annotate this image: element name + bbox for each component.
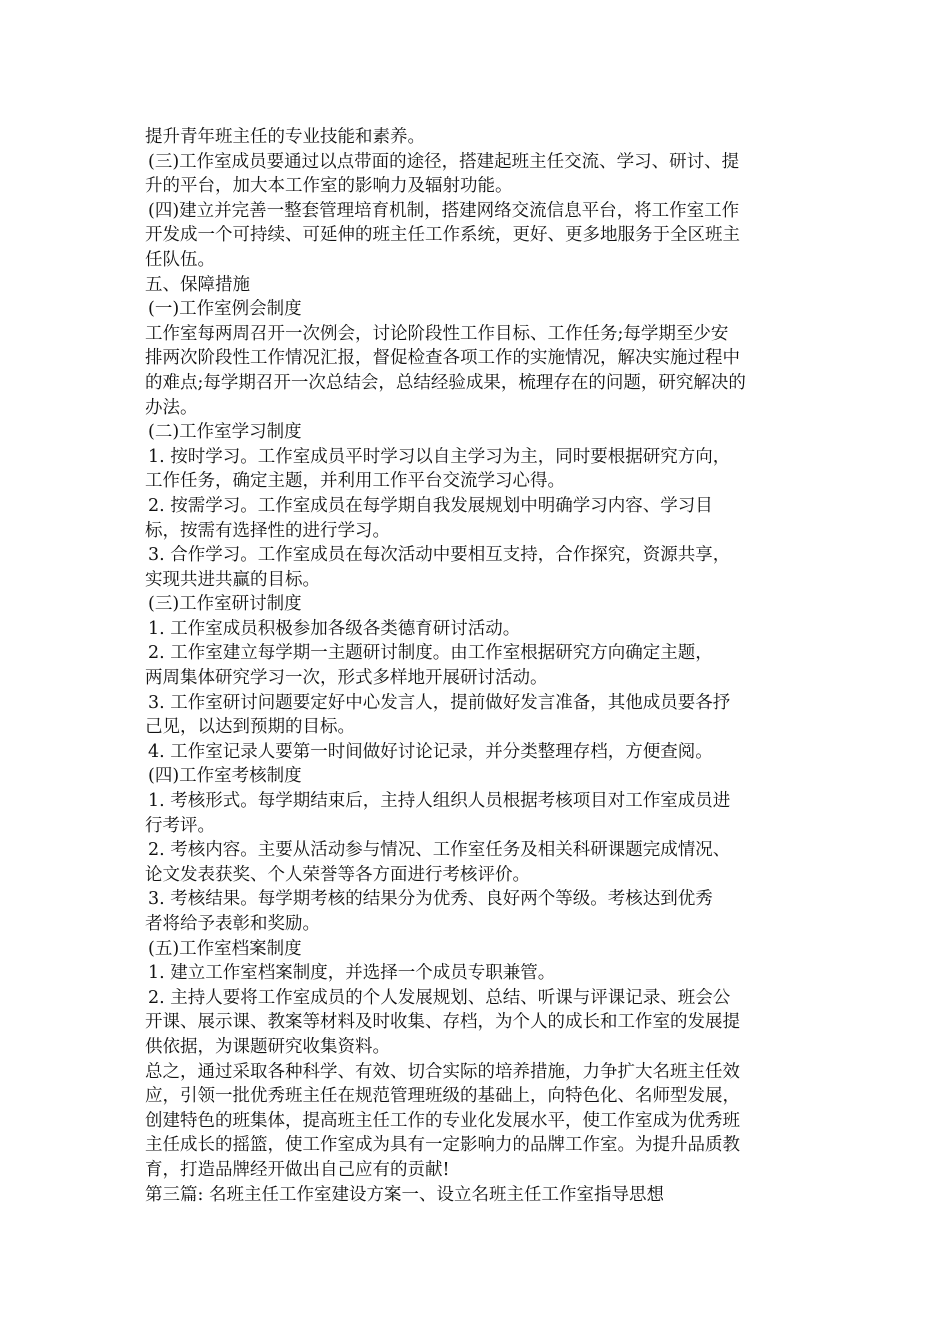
text-line: 2. 工作室建立每学期一主题研讨制度。由工作室根据研究方向确定主题，: [148, 643, 713, 664]
text-line: (三)工作室研讨制度: [148, 594, 302, 615]
text-line: 2. 主持人要将工作室成员的个人发展规划、总结、听课与评课记录、班会公: [148, 987, 731, 1008]
text-line: 主任成长的摇篮，使工作室成为具有一定影响力的品牌工作室。为提升品质教: [145, 1135, 740, 1156]
text-line: 3. 工作室研讨问题要定好中心发言人，提前做好发言准备，其他成员要各抒: [148, 692, 731, 713]
text-line: (一)工作室例会制度: [148, 299, 302, 320]
text-line: (二)工作室学习制度: [148, 422, 302, 443]
text-line: 1. 建立工作室档案制度，并选择一个成员专职兼管。: [148, 963, 556, 984]
text-line: 己见，以达到预期的目标。: [145, 717, 355, 738]
text-line: 应，引领一批优秀班主任在规范管理班级的基础上，向特色化、名师型发展，: [145, 1086, 740, 1107]
text-line: 2. 考核内容。主要从活动参与情况、工作室任务及相关科研课题完成情况、: [148, 840, 731, 861]
text-line: (五)工作室档案制度: [148, 938, 302, 959]
text-line: 1. 按时学习。工作室成员平时学习以自主学习为主，同时要根据研究方向，: [148, 446, 731, 467]
text-line: 工作室每两周召开一次例会，讨论阶段性工作目标、工作任务;每学期至少安: [145, 323, 729, 344]
text-line: 排两次阶段性工作情况汇报，督促检查各项工作的实施情况，解决实施过程中: [145, 348, 740, 369]
text-line: 第三篇: 名班主任工作室建设方案一、设立名班主任工作室指导思想: [145, 1184, 664, 1205]
text-line: 3. 合作学习。工作室成员在每次活动中要相互支持，合作探究，资源共享，: [148, 545, 731, 566]
text-line: 论文发表获奖、个人荣誉等各方面进行考核评价。: [145, 864, 530, 885]
text-line: 行考评。: [145, 815, 215, 836]
text-line: 的难点;每学期召开一次总结会，总结经验成果，梳理存在的问题，研究解决的: [145, 372, 746, 393]
document-body: [145, 125, 810, 1207]
text-line: 总之，通过采取各种科学、有效、切合实际的培养措施，力争扩大名班主任效: [145, 1061, 740, 1082]
text-line: 升的平台，加大本工作室的影响力及辐射功能。: [145, 176, 513, 197]
text-line: 任队伍。: [145, 249, 215, 270]
text-line: 开发成一个可持续、可延伸的班主任工作系统，更好、更多地服务于全区班主: [145, 225, 740, 246]
text-line: 实现共进共赢的目标。: [145, 569, 320, 590]
text-line: 者将给予表彰和奖励。: [145, 914, 320, 934]
text-line: (四)工作室考核制度: [148, 766, 302, 787]
text-line: 1. 考核形式。每学期结束后，主持人组织人员根据考核项目对工作室成员进: [148, 791, 731, 812]
text-line: 3. 考核结果。每学期考核的结果分为优秀、良好两个等级。考核达到优秀: [148, 889, 713, 910]
text-line: 4. 工作室记录人要第一时间做好讨论记录，并分类整理存档，方便查阅。: [148, 741, 713, 762]
text-line: 育，打造品牌经开做出自己应有的贡献!: [145, 1159, 450, 1180]
text-line: 标，按需有选择性的进行学习。: [145, 520, 390, 541]
text-line: 1. 工作室成员积极参加各级各类德育研讨活动。: [148, 618, 521, 639]
text-line: 供依据，为课题研究收集资料。: [145, 1036, 390, 1057]
text-line: 创建特色的班集体，提高班主任工作的专业化发展水平，使工作室成为优秀班: [145, 1110, 740, 1131]
text-line: 开课、展示课、教案等材料及时收集、存档，为个人的成长和工作室的发展提: [145, 1012, 740, 1033]
text-line: 2. 按需学习。工作室成员在每学期自我发展规划中明确学习内容、学习目: [148, 495, 713, 516]
text-line: 提升青年班主任的专业技能和素养。: [145, 127, 425, 147]
text-line: 工作任务，确定主题，并利用工作平台交流学习心得。: [145, 471, 565, 492]
text-line: (三)工作室成员要通过以点带面的途径，搭建起班主任交流、学习、研讨、提: [148, 151, 740, 172]
text-line: 五、保障措施: [145, 274, 250, 295]
text-line: 两周集体研究学习一次，形式多样地开展研讨活动。: [145, 668, 548, 689]
text-line: (四)建立并完善一整套管理培育机制，搭建网络交流信息平台，将工作室工作: [148, 200, 740, 221]
text-line: 办法。: [145, 397, 198, 418]
